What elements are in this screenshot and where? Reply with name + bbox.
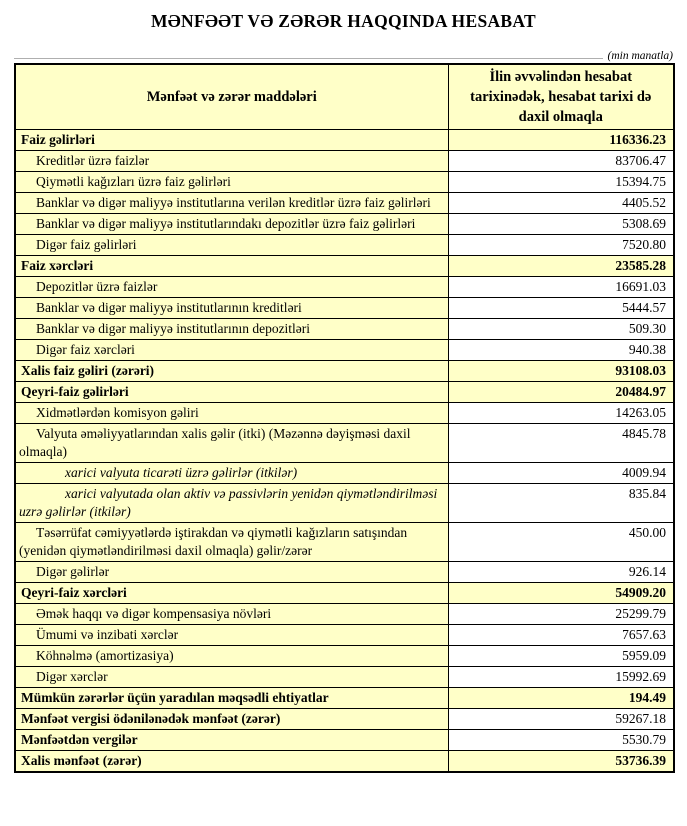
table-row [15,340,674,361]
table-row [15,403,674,424]
row-value: 25299.79 [448,604,674,625]
table-header [15,64,674,130]
units-note-row [14,48,673,62]
row-label: Xalis mənfəət (zərər) [15,751,448,773]
table-row [15,688,674,709]
row-value: 15394.75 [448,172,674,193]
row-label: Mənfəət vergisi ödənilənədək mənfəət (zərər) [15,709,448,730]
top-rule [14,58,603,59]
table-row [15,583,674,604]
row-value: 194.49 [448,688,674,709]
row-value: 4405.52 [448,193,674,214]
table-row [15,193,674,214]
row-value: 93108.03 [448,361,674,382]
row-value: 5444.57 [448,298,674,319]
row-label: Xidmətlərdən komisyon gəliri [15,403,448,424]
table-row [15,151,674,172]
row-value: 54909.20 [448,583,674,604]
row-label: Ümumi və inzibati xərclər [15,625,448,646]
row-label: Qeyri-faiz xərcləri [15,583,448,604]
row-value: 5530.79 [448,730,674,751]
table-row [15,667,674,688]
profit-loss-table [14,63,675,773]
table-row [15,130,674,151]
row-label: Depozitlər üzrə faizlər [15,277,448,298]
table-row [15,256,674,277]
row-value: 83706.47 [448,151,674,172]
row-value: 15992.69 [448,667,674,688]
row-label: Banklar və digər maliyyə institutlarındakı depozitlər üzrə faiz gəlirləri [15,214,448,235]
table-row [15,562,674,583]
row-label: Köhnəlmə (amortizasiya) [15,646,448,667]
row-label: Təsərrüfat cəmiyyətlərdə iştirakdan və qiymətli kağızların satışından (yenidən qiymətləndirilməsi daxil olmaqla) gəlir/zərər [15,523,448,562]
header-row [15,64,674,130]
row-label: Digər xərclər [15,667,448,688]
row-value: 116336.23 [448,130,674,151]
row-value: 4845.78 [448,424,674,463]
row-value: 16691.03 [448,277,674,298]
row-value: 940.38 [448,340,674,361]
report-table-body [15,130,674,773]
units-note: (min manatla) [607,50,673,62]
row-label: Xalis faiz gəliri (zərəri) [15,361,448,382]
row-label: Banklar və digər maliyyə institutlarının kreditləri [15,298,448,319]
row-value: 5308.69 [448,214,674,235]
table-row [15,214,674,235]
row-value: 23585.28 [448,256,674,277]
row-label: xarici valyutada olan aktiv və passivlərin yenidən qiymətləndirilməsi uzrə gəlirlər (itkilər) [15,484,448,523]
row-label: Mənfəətdən vergilər [15,730,448,751]
row-label: xarici valyuta ticarəti üzrə gəlirlər (itkilər) [15,463,448,484]
table-row [15,235,674,256]
row-value: 20484.97 [448,382,674,403]
row-value: 835.84 [448,484,674,523]
table-row [15,709,674,730]
table-row [15,277,674,298]
row-label: Valyuta əməliyyatlarından xalis gəlir (itki) (Məzənnə dəyişməsi daxil olmaqla) [15,424,448,463]
row-value: 509.30 [448,319,674,340]
table-row [15,751,674,773]
row-label: Faiz gəlirləri [15,130,448,151]
row-value: 5959.09 [448,646,674,667]
row-label: Qiymətli kağızları üzrə faiz gəlirləri [15,172,448,193]
row-label: Banklar və digər maliyyə institutlarının depozitləri [15,319,448,340]
table-row [15,484,674,523]
column-header-period: İlin əvvəlindən hesabat tarixinədək, hesabat tarixi də daxil olmaqla [448,64,674,130]
row-value: 926.14 [448,562,674,583]
table-row [15,523,674,562]
row-label: Qeyri-faiz gəlirləri [15,382,448,403]
table-row [15,172,674,193]
table-row [15,382,674,403]
table-row [15,361,674,382]
table-row [15,298,674,319]
row-value: 53736.39 [448,751,674,773]
row-label: Digər gəlirlər [15,562,448,583]
row-value: 7520.80 [448,235,674,256]
row-label: Digər faiz xərcləri [15,340,448,361]
row-label: Faiz xərcləri [15,256,448,277]
row-label: Əmək haqqı və digər kompensasiya növləri [15,604,448,625]
row-value: 450.00 [448,523,674,562]
column-header-items: Mənfəət və zərər maddələri [15,64,448,130]
table-row [15,604,674,625]
row-label: Mümkün zərərlər üçün yaradılan məqsədli ehtiyatlar [15,688,448,709]
row-value: 4009.94 [448,463,674,484]
row-value: 7657.63 [448,625,674,646]
page-title: MƏNFƏƏT VƏ ZƏRƏR HAQQINDA HESABAT [150,11,536,31]
table-row [15,730,674,751]
table-row [15,319,674,340]
table-row [15,463,674,484]
table-row [15,646,674,667]
table-row [15,424,674,463]
row-value: 14263.05 [448,403,674,424]
table-row [15,625,674,646]
row-label: Digər faiz gəlirləri [15,235,448,256]
row-label: Kreditlər üzrə faizlər [15,151,448,172]
row-value: 59267.18 [448,709,674,730]
row-label: Banklar və digər maliyyə institutlarına verilən kreditlər üzrə faiz gəlirləri [15,193,448,214]
